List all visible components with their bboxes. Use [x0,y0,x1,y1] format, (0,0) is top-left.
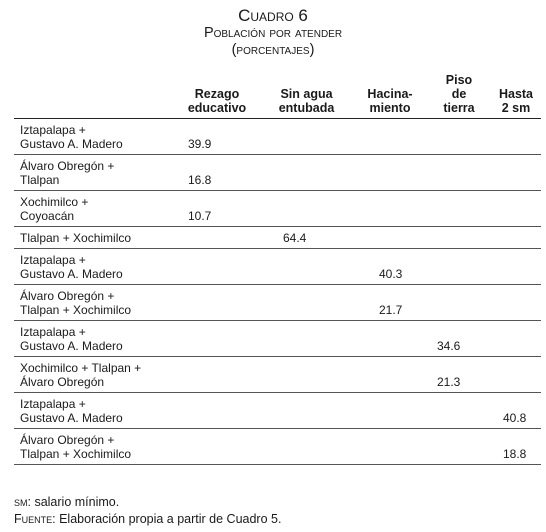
value-cell [260,119,353,155]
value-cell [491,285,541,321]
region-cell [14,357,174,393]
value-cell [174,249,260,285]
value-cell [260,357,353,393]
region-line: Iztapalapa + [20,253,86,267]
value-cell [260,155,353,191]
value-cell [491,321,541,357]
region-line: Iztapalapa + [20,123,86,137]
region-cell [14,285,174,321]
value-cell [260,429,353,465]
header-line: entubada [278,101,335,115]
region-line: Gustavo A. Madero [20,339,123,353]
value-cell [427,393,491,429]
value-cell [353,285,427,321]
percentage-value: 21.7 [379,303,403,317]
value-cell [174,155,260,191]
table-title: Población por atender [203,25,343,41]
region-line: Xochimilco + [20,195,89,209]
table-row [14,285,541,321]
value-cell [353,227,427,249]
value-cell [491,227,541,249]
header-line: Hacina- [367,87,413,101]
value-cell [353,321,427,357]
region-cell [14,119,174,155]
value-cell [174,393,260,429]
value-cell [174,227,260,249]
region-line: Tlalpan + Xochimilco [20,447,132,461]
table-header [14,73,541,119]
region-cell [14,155,174,191]
percentage-value: 34.6 [437,339,461,353]
value-cell [174,429,260,465]
percentage-value: 40.3 [379,267,403,281]
value-cell [491,155,541,191]
value-cell [427,155,491,191]
value-cell [427,285,491,321]
region-line: Álvaro Obregón + [20,159,115,173]
value-cell [491,249,541,285]
table-body [14,119,541,465]
value-cell [491,393,541,429]
value-cell [491,429,541,465]
header-col-4 [427,73,491,119]
table-row [14,357,541,393]
header-line: Sin agua [280,87,333,101]
percentage-value: 39.9 [188,137,212,151]
value-cell [174,119,260,155]
abbreviation: sm [14,495,28,509]
percentage-value: 64.4 [283,231,307,245]
value-cell [260,393,353,429]
region-cell [14,227,174,249]
header-line: Rezago [194,87,240,101]
region-line: Gustavo A. Madero [20,267,123,281]
header-region [14,73,174,119]
region-cell [14,429,174,465]
header-row [14,73,541,119]
percentage-value: 10.7 [188,209,212,223]
source-text: : Elaboración propia a partir de Cuadro 5. [52,512,282,526]
table-row [14,393,541,429]
value-cell [174,321,260,357]
value-cell [427,249,491,285]
region-line: Gustavo A. Madero [20,137,123,151]
region-cell [14,249,174,285]
value-cell [174,285,260,321]
value-cell [427,357,491,393]
header-line: miento [369,101,411,115]
region-line: Coyoacán [20,209,75,223]
data-table [14,73,541,465]
header-col-1 [174,73,260,119]
percentage-value: 40.8 [503,411,527,425]
value-cell [353,119,427,155]
table-subtitle: (porcentajes) [231,42,315,58]
source-label: Fuente [14,512,53,526]
value-cell [353,155,427,191]
value-cell [427,321,491,357]
region-line: Iztapalapa + [20,397,86,411]
header-col-5 [491,73,541,119]
value-cell [353,357,427,393]
percentage-value: 18.8 [503,447,527,461]
source-note [14,511,281,528]
value-cell [427,191,491,227]
value-cell [491,357,541,393]
value-cell [260,191,353,227]
percentage-value: 21.3 [437,375,461,389]
region-line: Xochimilco + Tlalpan + [20,361,142,375]
header-col-3 [353,73,427,119]
value-cell [491,119,541,155]
value-cell [353,429,427,465]
table-row [14,249,541,285]
table-notes [14,494,281,528]
value-cell [353,249,427,285]
region-line: Álvaro Obregón + [20,289,115,303]
table-number: Cuadro 6 [238,6,308,25]
value-cell [353,393,427,429]
header-col-2 [260,73,353,119]
region-line: Tlalpan [20,173,60,187]
table-row [14,191,541,227]
value-cell [260,321,353,357]
header-line: 2 sm [501,101,531,115]
region-cell [14,393,174,429]
value-cell [491,191,541,227]
table-row [14,155,541,191]
abbreviation-meaning: : salario mínimo. [27,495,120,509]
percentage-value: 16.8 [188,173,212,187]
value-cell [427,119,491,155]
value-cell [174,191,260,227]
value-cell [260,285,353,321]
region-line: Gustavo A. Madero [20,411,123,425]
value-cell [260,227,353,249]
region-line: Álvaro Obregón + [20,433,115,447]
header-line: Hasta [498,87,534,101]
region-line: Tlalpan + Xochimilco [20,303,132,317]
region-cell [14,191,174,227]
value-cell [427,429,491,465]
header-line: de [451,87,467,101]
value-cell [260,249,353,285]
region-line: Iztapalapa + [20,325,86,339]
table-row [14,119,541,155]
abbreviation-note [14,494,281,511]
region-line: Álvaro Obregón [20,375,105,389]
value-cell [174,357,260,393]
table-row [14,227,541,249]
table-row [14,429,541,465]
header-line: tierra [443,101,475,115]
region-line: Tlalpan + Xochimilco [20,231,132,245]
table-title-block [0,0,546,59]
value-cell [353,191,427,227]
value-cell [427,227,491,249]
table-row [14,321,541,357]
header-line: Piso [445,73,473,87]
region-cell [14,321,174,357]
header-line: educativo [187,101,247,115]
